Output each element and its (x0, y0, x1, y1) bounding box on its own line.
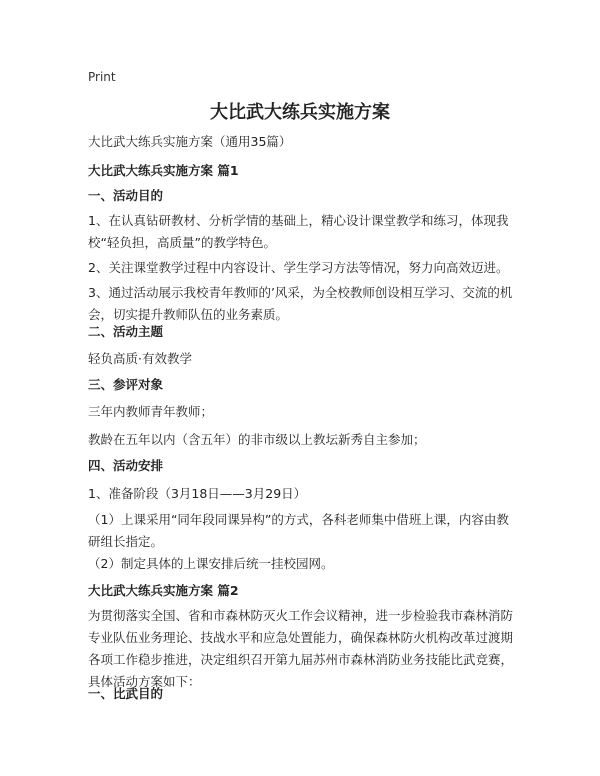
heading-competition-purpose: 一、比武目的 (88, 686, 164, 701)
document-subtitle: 大比武大练兵实施方案（通用35篇） (88, 134, 292, 149)
section-heading-1: 大比武大练兵实施方案 篇1 (88, 163, 239, 178)
paragraph-participants-1: 三年内教师青年教师； (88, 404, 214, 419)
paragraph-theme: 轻负高质·有效教学 (88, 351, 192, 366)
paragraph-section-2-intro: 为贯彻落实全国、省和市森林防灭火工作会议精神，进一步检验我市森林消防专业队伍业务理论、技战水平和应急处置能力，确保森林防火机构改革过渡期各项工作稳步推进，决定组织召开第九届苏州市森林消防业务技能比武竞赛，具体活动方案如下： (88, 608, 514, 689)
section-heading-2: 大比武大练兵实施方案 篇2 (88, 583, 239, 598)
heading-activity-purpose: 一、活动目的 (88, 188, 164, 203)
paragraph-schedule-item-1: （1）上课采用“同年段同课异构”的方式，各科老师集中借班上课，内容由教研组长指定。 (88, 512, 509, 549)
heading-schedule: 四、活动安排 (88, 458, 164, 473)
heading-participants: 三、参评对象 (88, 377, 164, 392)
paragraph-schedule-stage-1: 1、准备阶段（3月18日——3月29日） (88, 486, 307, 501)
print-link[interactable]: Print (88, 70, 116, 84)
paragraph-purpose-3: 3、通过活动展示我校青年教师的’风采，为全校教师创设相互学习、交流的机会，切实提升教师队伍的业务素质。 (88, 285, 513, 322)
paragraph-purpose-2: 2、关注课堂教学过程中内容设计、学生学习方法等情况，努力向高效迈进。 (88, 260, 509, 275)
paragraph-schedule-item-2: （2）制定具体的上课安排后统一挂校园网。 (88, 556, 334, 571)
heading-activity-theme: 二、活动主题 (88, 324, 164, 339)
page-title: 大比武大练兵实施方案 (210, 102, 390, 123)
paragraph-purpose-1: 1、在认真钻研教材、分析学情的基础上，精心设计课堂教学和练习，体现我校“轻负担，高质量”的教学特色。 (88, 213, 509, 250)
paragraph-participants-2: 教龄在五年以内（含五年）的非市级以上教坛新秀自主参加； (88, 432, 426, 447)
